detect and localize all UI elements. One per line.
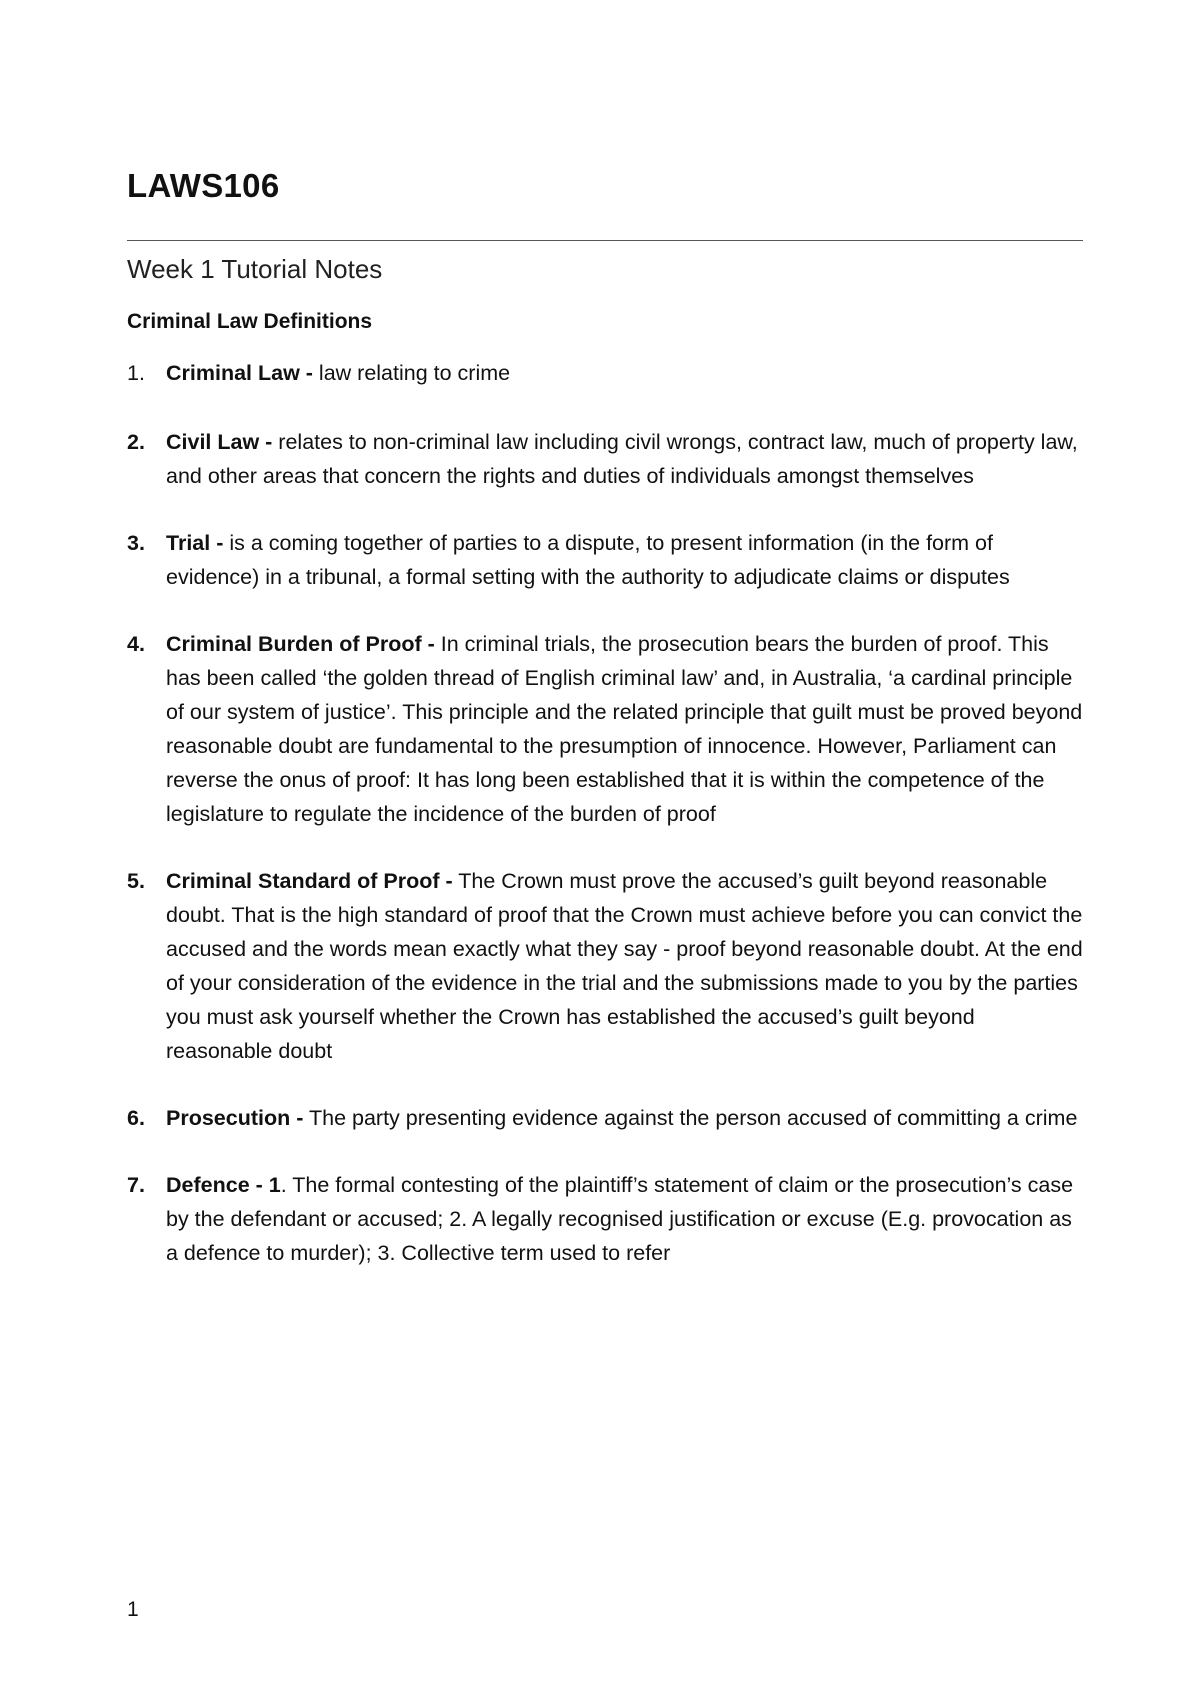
- document-subtitle: Week 1 Tutorial Notes: [127, 254, 383, 284]
- definition-text: The party presenting evidence against the person accused of committing a crime: [303, 1106, 1078, 1130]
- definition-text: In criminal trials, the prosecution bears the burden of proof. This has been called ‘the golden thread of English criminal law’ and, in Australia, ‘a cardinal principle of our system of justice’. This principle and the related principle that guilt must be proved beyond reasonable doubt are fundamental to the presumption of innocence. However, Parliament can reverse the onus of proof: It has long been established that it is within the competence of the legislature to regulate the incidence of the burden of proof: [166, 632, 1083, 826]
- page-number: 1: [127, 1598, 139, 1621]
- definition-term: Defence - 1: [166, 1173, 281, 1197]
- definition-text: relates to non-criminal law including civil wrongs, contract law, much of property law, and other areas that concern the rights and duties of individuals amongst themselves: [166, 430, 1078, 488]
- definition-number: 4.: [127, 632, 145, 656]
- definition-term: Criminal Burden of Proof -: [166, 632, 435, 656]
- definition-item-criminal-burden-of-proof: [127, 627, 1087, 831]
- definition-item-criminal-law: [127, 356, 1087, 390]
- definition-term: Trial -: [166, 531, 224, 555]
- definition-term: Prosecution -: [166, 1106, 304, 1130]
- definition-item-civil-law: [127, 425, 1087, 493]
- definitions-list: [127, 356, 1087, 1303]
- definition-item-criminal-standard-of-proof: [127, 864, 1087, 1068]
- definition-item-prosecution: [127, 1101, 1087, 1135]
- document-title: LAWS106: [127, 167, 280, 204]
- definition-number: 1.: [127, 361, 145, 385]
- definition-number: 3.: [127, 531, 145, 555]
- definition-text: . The formal contesting of the plaintiff’s statement of claim or the prosecution’s case by the defendant or accused; 2. A legally recognised justification or excuse (E.g. provocation as a defence to murder); 3. Collective term used to refer: [166, 1173, 1074, 1265]
- section-heading: Criminal Law Definitions: [127, 310, 373, 333]
- title-divider: [127, 240, 1083, 241]
- definition-number: 2.: [127, 430, 145, 454]
- definition-text: law relating to crime: [312, 361, 511, 385]
- definition-text: is a coming together of parties to a dispute, to present information (in the form of evidence) in a tribunal, a formal setting with the authority to adjudicate claims or disputes: [166, 531, 1010, 589]
- definition-term: Civil Law -: [166, 430, 273, 454]
- definition-item-trial: [127, 526, 1087, 594]
- definition-term: Criminal Law -: [166, 361, 313, 385]
- definition-text: The Crown must prove the accused’s guilt beyond reasonable doubt. That is the high standard of proof that the Crown must achieve before you can convict the accused and the words mean exactly what they say - proof beyond reasonable doubt. At the end of your consideration of the evidence in the trial and the submissions made to you by the parties you must ask yourself whether the Crown has established the accused’s guilt beyond reasonable doubt: [166, 869, 1083, 1063]
- definition-number: 7.: [127, 1173, 145, 1197]
- definition-item-defence: [127, 1168, 1087, 1270]
- definition-number: 5.: [127, 869, 145, 893]
- definition-number: 6.: [127, 1106, 145, 1130]
- definition-term: Criminal Standard of Proof -: [166, 869, 453, 893]
